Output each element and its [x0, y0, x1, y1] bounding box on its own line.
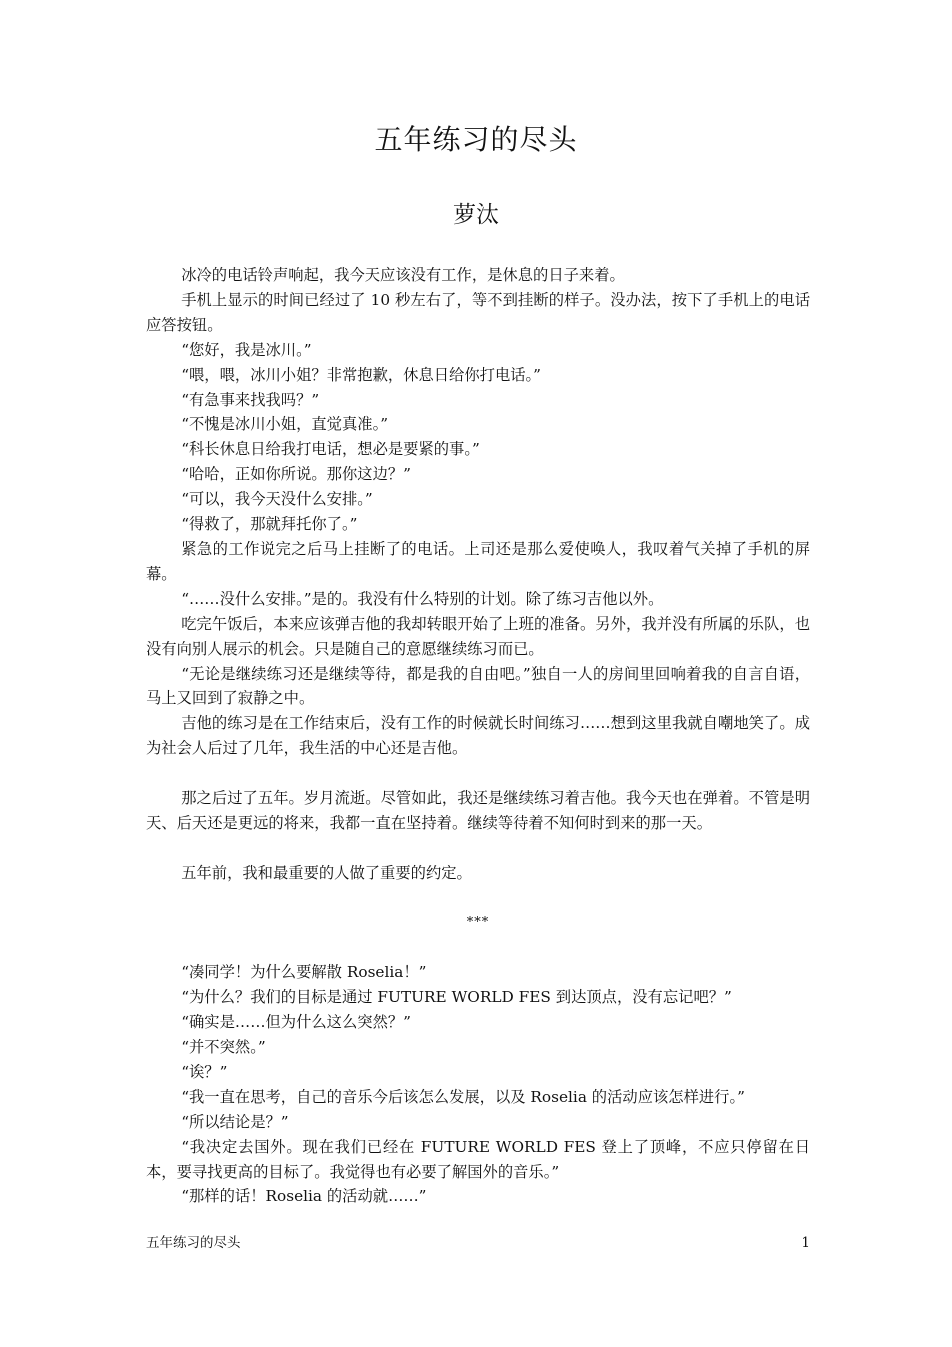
blank-line	[146, 935, 810, 960]
paragraph: “您好，我是冰川。”	[181, 340, 312, 359]
paragraph: “诶？”	[181, 1062, 228, 1081]
paragraph: “哈哈，正如你所说。那你这边？”	[181, 465, 411, 484]
paragraph: “有急事来找我吗？”	[181, 390, 320, 409]
blank-line	[146, 836, 810, 861]
paragraph: 吃完午饭后，本来应该弹吉他的我却转眼开始了上班的准备。另外，我并没有所属的乐队，也没有向别人展示的机会。只是随自己的意愿继续练习而已。	[146, 614, 810, 658]
paragraph: “我一直在思考，自己的音乐今后该怎么发展，以及 Roselia 的活动应该怎样进行。”	[181, 1087, 745, 1106]
blank-line	[146, 761, 810, 786]
paragraph: 吉他的练习是在工作结束后，没有工作的时候就长时间练习……想到这里我就自嘲地笑了。成为社会人后过了几年，我生活的中心还是吉他。	[146, 714, 810, 758]
paragraph: “我决定去国外。现在我们已经在 FUTURE WORLD FES 登上了顶峰，不应只停留在日本，要寻找更高的目标了。我觉得也有必要了解国外的音乐。”	[146, 1137, 810, 1181]
paragraph: 紧急的工作说完之后马上挂断了的电话。上司还是那么爱使唤人，我叹着气关掉了手机的屏幕。	[146, 539, 810, 583]
paragraph: “确实是……但为什么这么突然？”	[181, 1013, 411, 1032]
paragraph: “……没什么安排。”是的。我没有什么特别的计划。除了练习吉他以外。	[181, 589, 664, 608]
paragraph: 那之后过了五年。岁月流逝。尽管如此，我还是继续练习着吉他。我今天也在弹着。不管是明天、后天还是更远的将来，我都一直在坚持着。继续等待着不知何时到来的那一天。	[146, 789, 810, 832]
blank-line	[146, 886, 810, 911]
paragraph: 手机上显示的时间已经过了 10 秒左右了，等不到挂断的样子。没办法，按下了手机上的电话应答按钮。	[146, 290, 810, 334]
section-separator: ***	[466, 914, 490, 930]
paragraph: “凑同学！为什么要解散 Roselia！”	[181, 963, 427, 982]
footer-title: 五年练习的尽头	[146, 1235, 241, 1251]
author-name: 萝汰	[453, 202, 499, 228]
paragraph: “那样的话！Roselia 的活动就……”	[181, 1187, 427, 1206]
paragraph: “为什么？我们的目标是通过 FUTURE WORLD FES 到达顶点，没有忘记吧？”	[181, 988, 732, 1007]
paragraph: “可以，我今天没什么安排。”	[181, 490, 373, 509]
paragraph: “并不突然。”	[181, 1038, 266, 1057]
paragraph: 五年前，我和最重要的人做了重要的约定。	[181, 863, 472, 882]
page-number: 1	[801, 1235, 810, 1251]
paragraph: “不愧是冰川小姐，直觉真准。”	[181, 415, 389, 434]
paragraph: 冰冷的电话铃声响起，我今天应该没有工作，是休息的日子来着。	[181, 266, 625, 284]
paragraph: “科长休息日给我打电话，想必是要紧的事。”	[181, 440, 480, 459]
document-body	[146, 263, 810, 1209]
paragraph: “得救了，那就拜托你了。”	[181, 515, 358, 534]
paragraph: “无论是继续练习还是继续等待，都是我的自由吧。”独自一人的房间里回响着我的自言自语，马上又回到了寂静之中。	[146, 664, 810, 708]
document-title: 五年练习的尽头	[374, 123, 578, 156]
paragraph: “所以结论是？”	[181, 1112, 289, 1131]
paragraph: “喂，喂，冰川小姐？非常抱歉，休息日给你打电话。”	[181, 365, 542, 384]
